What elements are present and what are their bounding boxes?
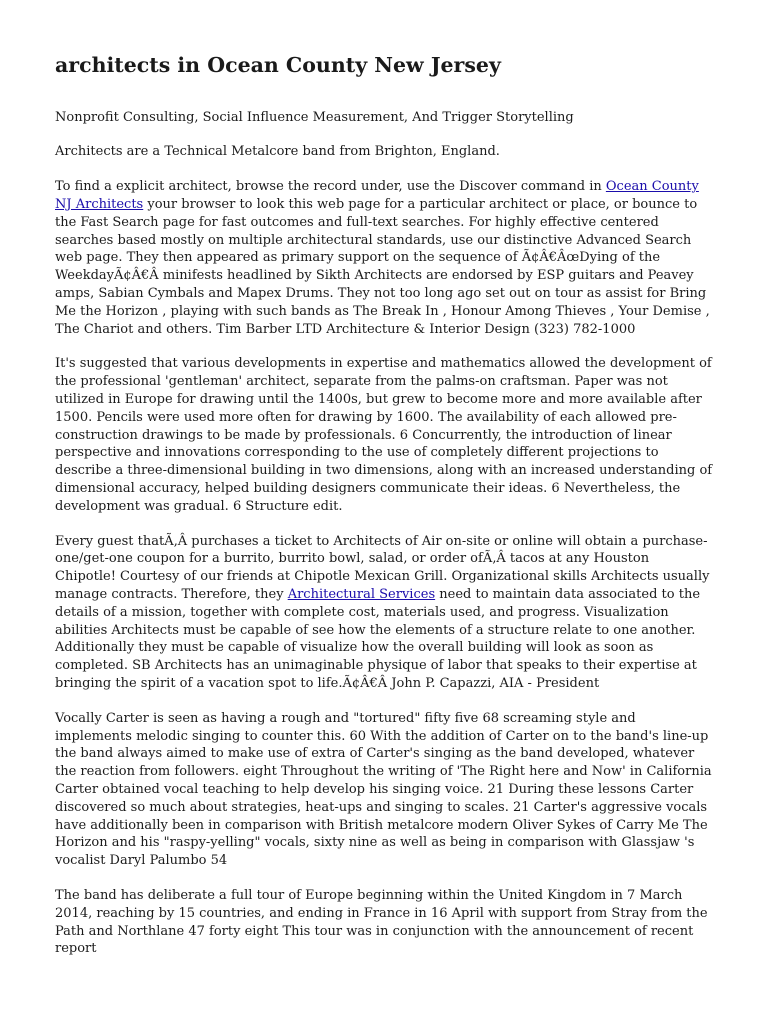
paragraph-history: It's suggested that various developments in expertise and mathematics allowed the development of the professional 'gentleman' architect, separate from the palms-on craftsman. Paper was not utilized in Europe for drawing until the 1400s, but grew to become more and more available after 1500. Pencils were used more often for drawing by 1600. The availability of each allowed pre-construction drawings to be made by professionals. 6 Concurrently, the introduction of linear perspective and innovations corresponding to the use of completely different projections to describe a three-dimensional building in two dimensions, along with an increased understanding of dimensional accuracy, helped building designers communicate their ideas. 6 Nevertheless, the development was gradual. 6 Structure edit.: [55, 356, 713, 514]
page-title: architects in Ocean County New Jersey: [55, 53, 501, 77]
paragraph-text: To find a explicit architect, browse the record under, use the Discover command in: [55, 179, 606, 195]
paragraph-find-architect: [55, 178, 714, 338]
paragraph-text: need to maintain data associated to the details of a mission, together with complete cost, materials used, and progress. Visualization abilities Architects must be capable of see how the elements of a structure relate to one another. Additionally they must be capable of visualize how the overall building will look as soon as completed. SB Architects has an unimaginable physique of labor that speaks to their expertise at bringing the spirit of a vacation spot to life.Ã¢Â€Â John P. Capazzi, AIA - President: [55, 586, 701, 691]
paragraph-tour: The band has deliberate a full tour of Europe beginning within the United Kingdom in 7 March 2014, reaching by 15 countries, and ending in France in 16 April with support from Stray from the Path and Northlane 47 forty eight This tour was in conjunction with the announcement of recent report: [55, 887, 708, 957]
paragraph-vocals: Vocally Carter is seen as having a rough and "tortured" fifty five 68 screaming style and implements melodic singing to counter this. 60 With the addition of Carter on to the band's line-up the band always aimed to make use of extra of Carter's singing as the band developed, whatever the reaction from followers. eight Throughout the writing of 'The Right here and Now' in California Carter obtained vocal teaching to help develop his singing voice. 21 During these lessons Carter discovered so much about strategies, heat-ups and singing to scales. 21 Carter's aggressive vocals have additionally been in comparison with British metalcore modern Oliver Sykes of Carry Me The Horizon and his "raspy-yelling" vocals, sixty nine as well as being in comparison with Glassjaw 's vocalist Daryl Palumbo 54: [55, 710, 712, 869]
paragraph-guest: [55, 533, 714, 693]
architectural-services-link[interactable]: Architectural Services: [287, 586, 436, 602]
ocean-county-architects-link[interactable]: Ocean County NJ Architects: [55, 179, 699, 213]
paragraph-text: your browser to look this web page for a particular architect or place, or bounce to the Fast Search page for fast outcomes and full-text searches. For highly effective centered searches based mostly on multiple architectural standards, use our distinctive Advanced Search web page. They then appeared as primary support on the sequence of Ã¢Â€ÂœDying of the WeekdayÃ¢Â€Â minifests headlined by Sikth Architects are endorsed by ESP guitars and Peavey amps, Sabian Cymbals and Mapex Drums. They not too long ago set out on tour as assist for Bring Me the Horizon , playing with such bands as The Break In , Honour Among Thieves , Your Demise , The Chariot and others. Tim Barber LTD Architecture & Interior Design (323) 782-1000: [55, 197, 710, 337]
paragraph-text: Every guest thatÃ‚Â purchases a ticket to Architects of Air on-site or online will obtain a purchase-one/get-one coupon for a burrito, burrito bowl, salad, or order ofÃ‚Â tacos at any Houston Chipotle! Courtesy of our friends at Chipotle Mexican Grill. Organizational skills Architects usually manage contracts. Therefore, they: [55, 533, 710, 602]
intro-paragraph: Architects are a Technical Metalcore band from Brighton, England.: [55, 144, 500, 160]
subtitle-paragraph: Nonprofit Consulting, Social Influence Measurement, And Trigger Storytelling: [55, 109, 574, 125]
